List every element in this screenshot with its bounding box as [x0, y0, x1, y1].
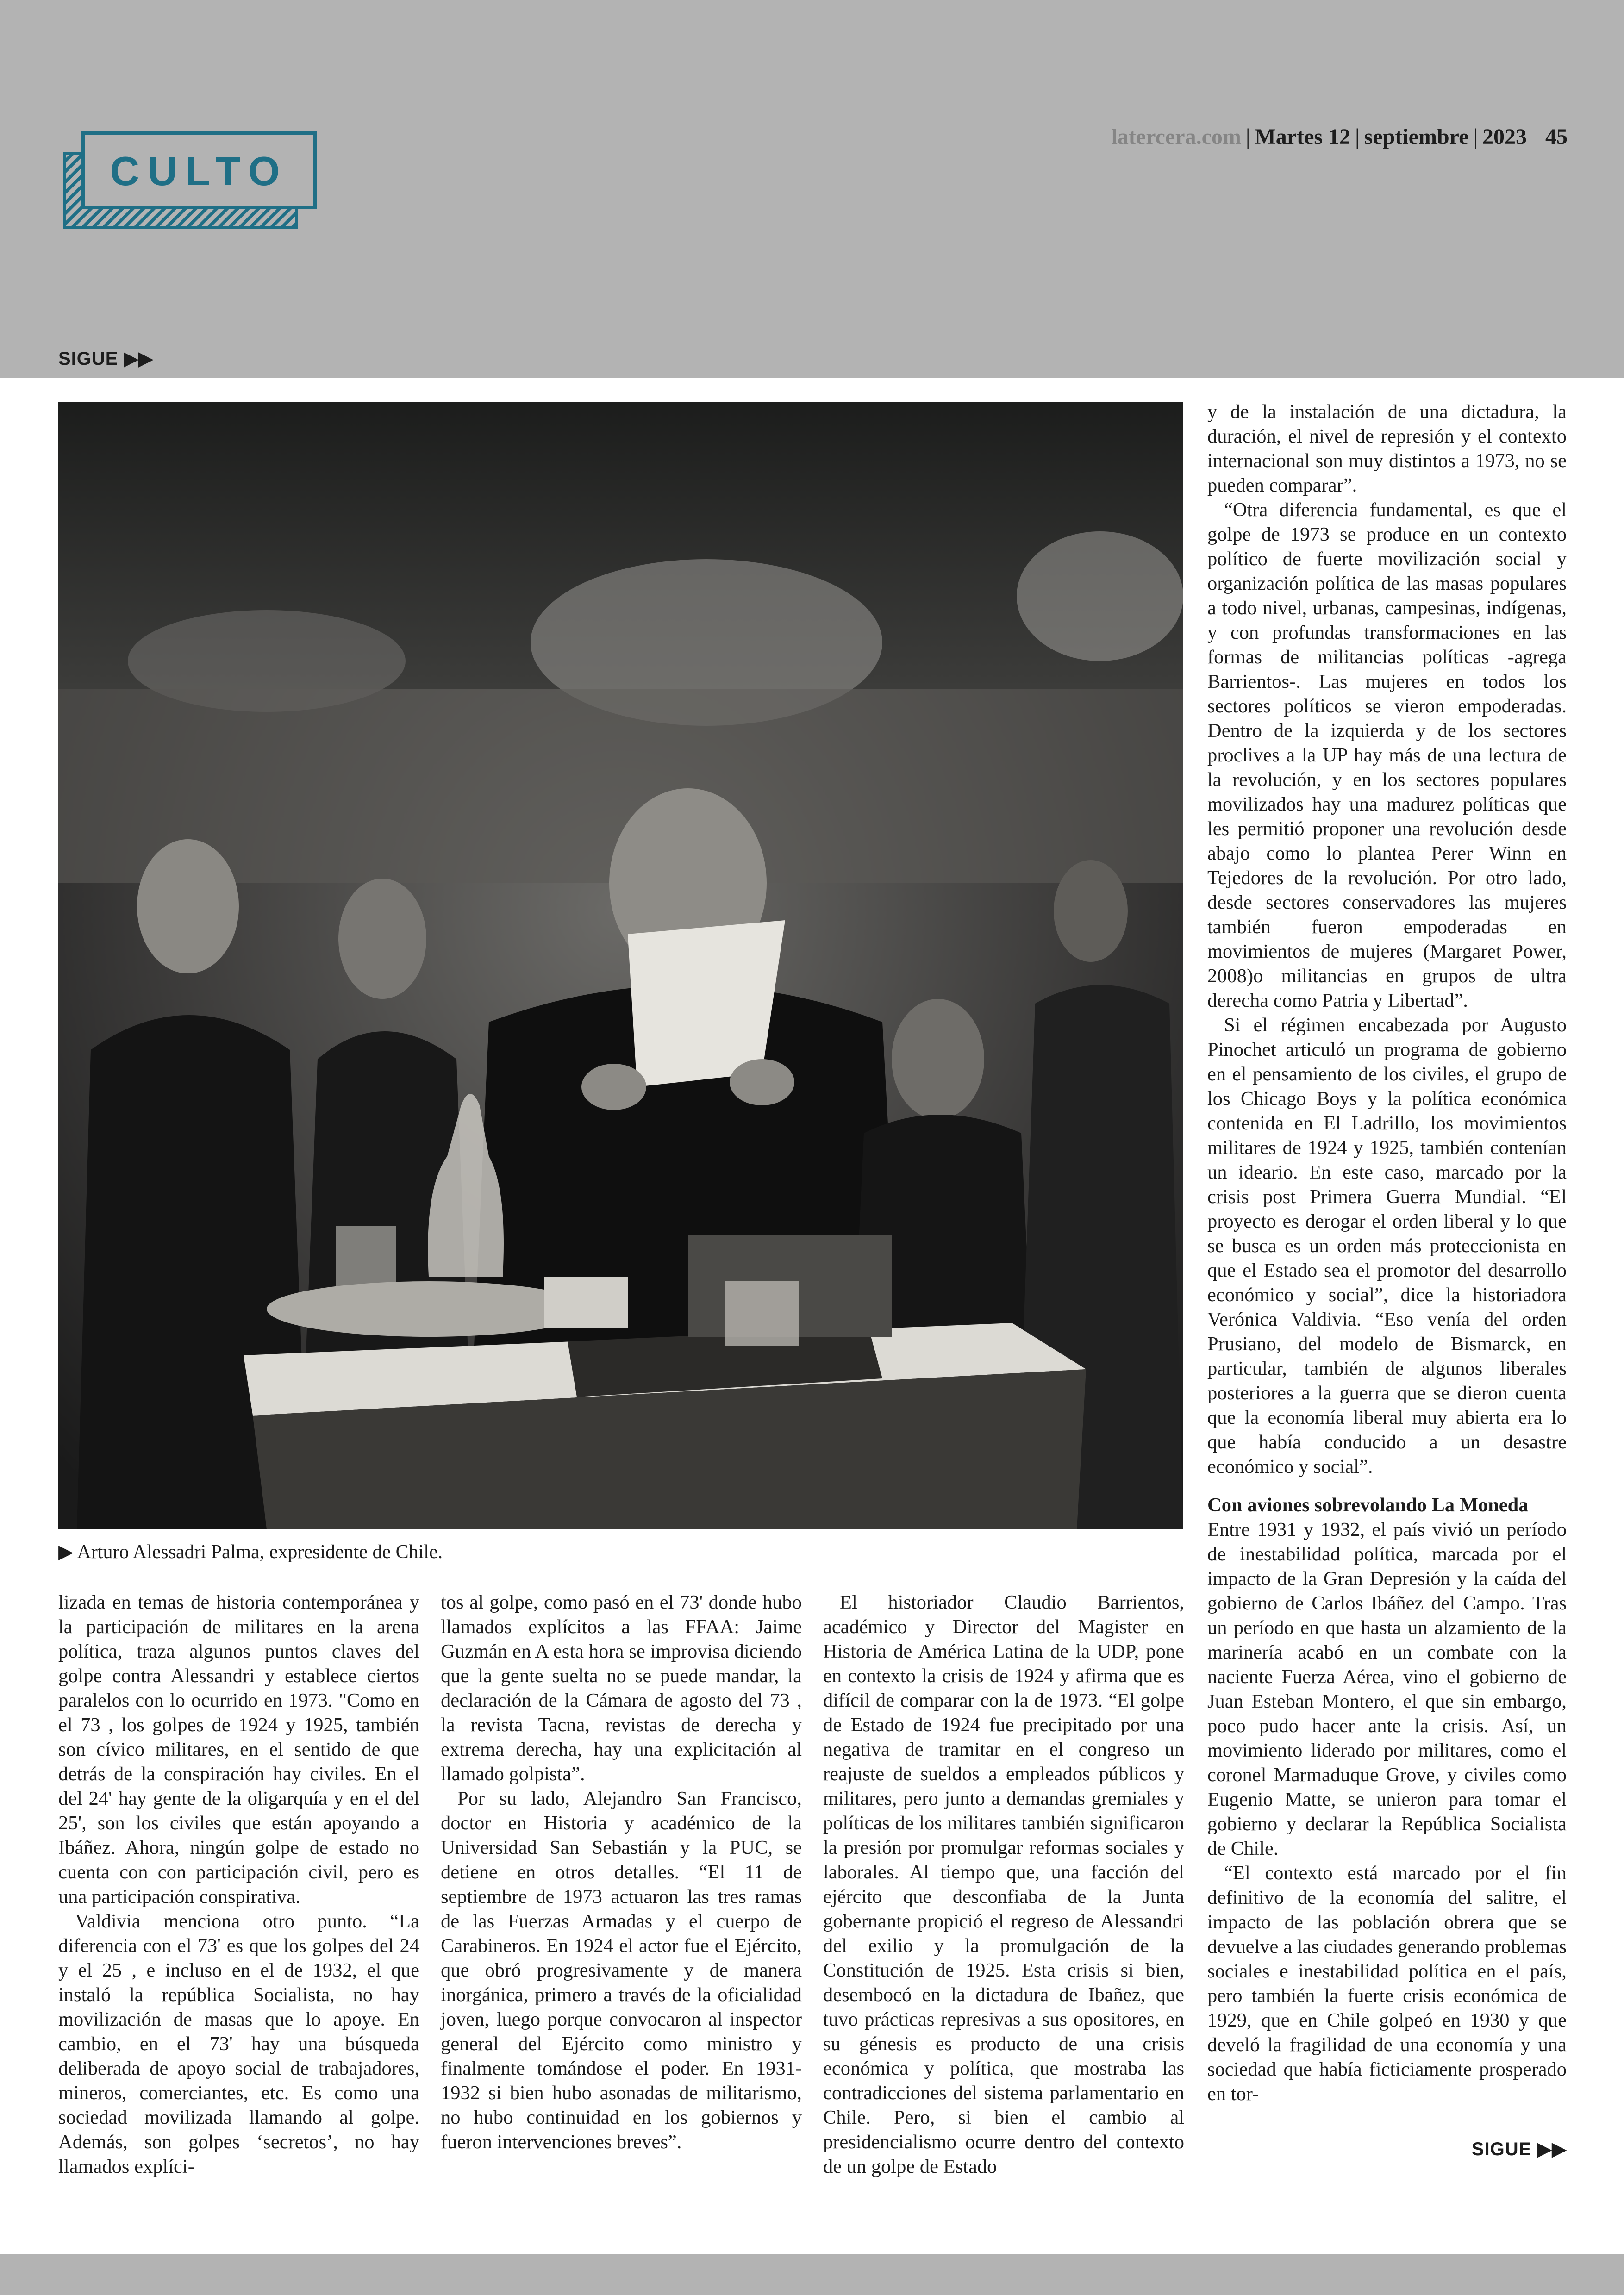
- date-weekday: Martes 12: [1255, 125, 1351, 149]
- paragraph: Entre 1931 y 1932, el país vivió un período de inestabilidad política, marcada por el impacto de la Gran Depresión y la caída del gobierno de Carlos Ibáñez del Campo. Tras un período en que hasta un alzamiento de la marinería acabó en un combate con la naciente Fuerza Aérea, vino el gobierno de Juan Esteban Montero, el que sin embargo, poco pudo hacer ante la crisis. Así, un movimiento liderado por militares, como el coronel Marmaduque Grove, y civiles como Eugenio Matte, se unieron para tomar el gobierno y declarar la República Socialista de Chile.: [1207, 1519, 1567, 1859]
- article-column-4: [1207, 399, 1567, 2164]
- photo-caption: ▶ Arturo Alessadri Palma, expresidente de Chile.: [58, 1541, 443, 1563]
- paragraph: y de la instalación de una dictadura, la duración, el nivel de represión y el contexto internacional son muy distintos a 1973, no se pueden comparar”.: [1207, 401, 1567, 496]
- continued-marker-bottom: SIGUE ▶▶: [1471, 2139, 1567, 2159]
- paragraph: Si el régimen encabezada por Augusto Pinochet articuló un programa de gobierno en el pensamiento de los civiles, el grupo de los Chicago Boys y la política económica contenida en El Ladrillo, los movimientos militares de 1924 y 1925, también contenían un ideario. En este caso, marcado por la crisis post Primera Guerra Mundial. “El proyecto es derogar el orden liberal y lo que se busca es un orden más proteccionista en que el Estado sea el promotor del desarrollo económico y social”, dice la historiadora Verónica Valdivia. “Eso venía del orden Prusiano, del modelo de Bismarck, en particular, también de algunos liberales posteriores a la guerra que se dieron cuenta que la economía liberal muy abierta era lo que había conducido a un desastre económico y social”.: [1207, 1014, 1567, 1478]
- article-column-2: [441, 1590, 802, 2164]
- paragraph: “El contexto está marcado por el fin definitivo de la economía del salitre, el impacto de las población obrera que se devuelve a las ciudades generando problemas sociales e inestabilidad política en el país, pero también la fuerte crisis económica de 1929, que en Chile golpeó en 1930 y que develó la fragilidad de una economía y una sociedad que había ficticiamente prosperado en tor-: [1207, 1862, 1567, 2105]
- page-number: 45: [1545, 125, 1568, 149]
- paragraph: Por su lado, Alejandro San Francisco, doctor en Historia y académico de la Universidad San Sebastián y la PUC, se detiene en otros detalles. “El 11 de septiembre de 1973 actuaron las tres ramas de las Fuerzas Armadas y el cuerpo de Carabineros. En 1924 el actor fue el Ejército, que obró progresivamente y de manera inorgánica, primero a través de la oficialidad joven, luego porque convocaron al inspector general del Ejército como ministro y finalmente tomándose el poder. En 1931-1932 si bien hubo asonadas de militarismo, no hubo continuidad en los gobiernos y fueron intervenciones breves”.: [441, 1788, 802, 2153]
- paragraph: Valdivia menciona otro punto. “La diferencia con el 73' es que los golpes del 24 y el 25 , e incluso en el de 1932, el que instaló la república Socialista, no hay movilización de masas que lo apoye. En cambio, en el 73' hay una búsqueda deliberada de apoyo social de trabajadores, mineros, comerciantes, etc. Es como una sociedad movilizada llamando al golpe. Además, son golpes ‘secretos’, no hay llamados explíci-: [58, 1910, 419, 2177]
- section-subheading: Con aviones sobrevolando La Moneda: [1207, 1494, 1529, 1516]
- paragraph: El historiador Claudio Barrientos, académico y Director del Magister en Historia de América Latina de la UDP, pone en contexto la crisis de 1924 y afirma que es difícil de comparar con la de 1973. “El golpe de Estado de 1924 fue precipitado por una negativa de tramitar en el congreso un reajuste de sueldos a empleados públicos y militares, pero junto a demandas gremiales y políticas de los militares también significaron la presión por promulgar reformas sociales y laborales. Al tiempo que, una facción del ejército que desconfiaba de la Junta gobernante propició el regreso de Alessandri del exilio y la promulgación de la Constitución de 1925. Esta crisis si bien, desembocó en la dictadura de Ibañez, que tuvo prácticas represivas a sus opositores, en su génesis es producto de una crisis económica y política, que mostraba las contradicciones del sistema parlamentario en Chile. Pero, si bien el cambio al presidencialismo ocurre dentro del contexto de un golpe de Estado: [823, 1591, 1184, 2177]
- historic-photo: [58, 402, 1183, 1529]
- paragraph: tos al golpe, como pasó en el 73' donde hubo llamados explícitos a las FFAA: Jaime Guzmán en A esta hora se improvisa diciendo que la gente suelta no se puede mandar, la declaración de la Cámara de agosto del 73 , la revista Tacna, revistas de derecha y extrema derecha, hay una explicitación al llamado golpista”.: [441, 1591, 802, 1785]
- continued-marker-top: SIGUE ▶▶: [58, 349, 154, 369]
- masthead-dateline: latercera.com | Martes 12 | septiembre | 2023 45: [1111, 125, 1568, 149]
- page-header: [0, 0, 1624, 378]
- svg-text:CULTO: CULTO: [110, 148, 288, 194]
- culto-logo: [62, 131, 317, 230]
- date-month: septiembre: [1364, 125, 1469, 149]
- paragraph: lizada en temas de historia contemporánea y la participación de militares en la arena política, traza algunos puntos claves del golpe contra Alessandri y establece ciertos paralelos con lo ocurrido en 1973. "Como en el 73 , los golpes de 1924 y 1925, también son cívico militares, en el sentido de que detrás de la conspiración hay civiles. En el del 24' hay gente de la oligarquía y en el del 25', son los civiles que están apoyando a Ibáñez. Ahora, ningún golpe de estado no cuenta con con participación civil, pero es una participación conspirativa.: [58, 1591, 419, 1908]
- article-column-1: [58, 1590, 419, 2177]
- paragraph: “Otra diferencia fundamental, es que el golpe de 1973 se produce en un contexto político de fuerte movilización social y organización política de las masas populares a todo nivel, urbanas, campesinas, indígenas, y con profundas transformaciones en las formas de militancias políticas -agrega Barrientos-. Las mujeres en todos los sectores políticos se vieron empoderadas. Dentro de la izquierda y de los sectores proclives a la UP hay más de una lectura de la revolución, y en los sectores populares movilizados hay una madurez políticas que les permitió proponer una revolución desde abajo como lo plantea Perer Winn en Tejedores de la revolución. Por otro lado, desde sectores conservadores las mujeres también fueron empoderadas en movimientos de mujeres (Margaret Power, 2008)o militancias en grupos de ultra derecha como Patria y Libertad”.: [1207, 499, 1567, 1011]
- article-column-3: [823, 1590, 1184, 2177]
- date-year: 2023: [1482, 125, 1527, 149]
- site-name: latercera.com: [1111, 125, 1241, 149]
